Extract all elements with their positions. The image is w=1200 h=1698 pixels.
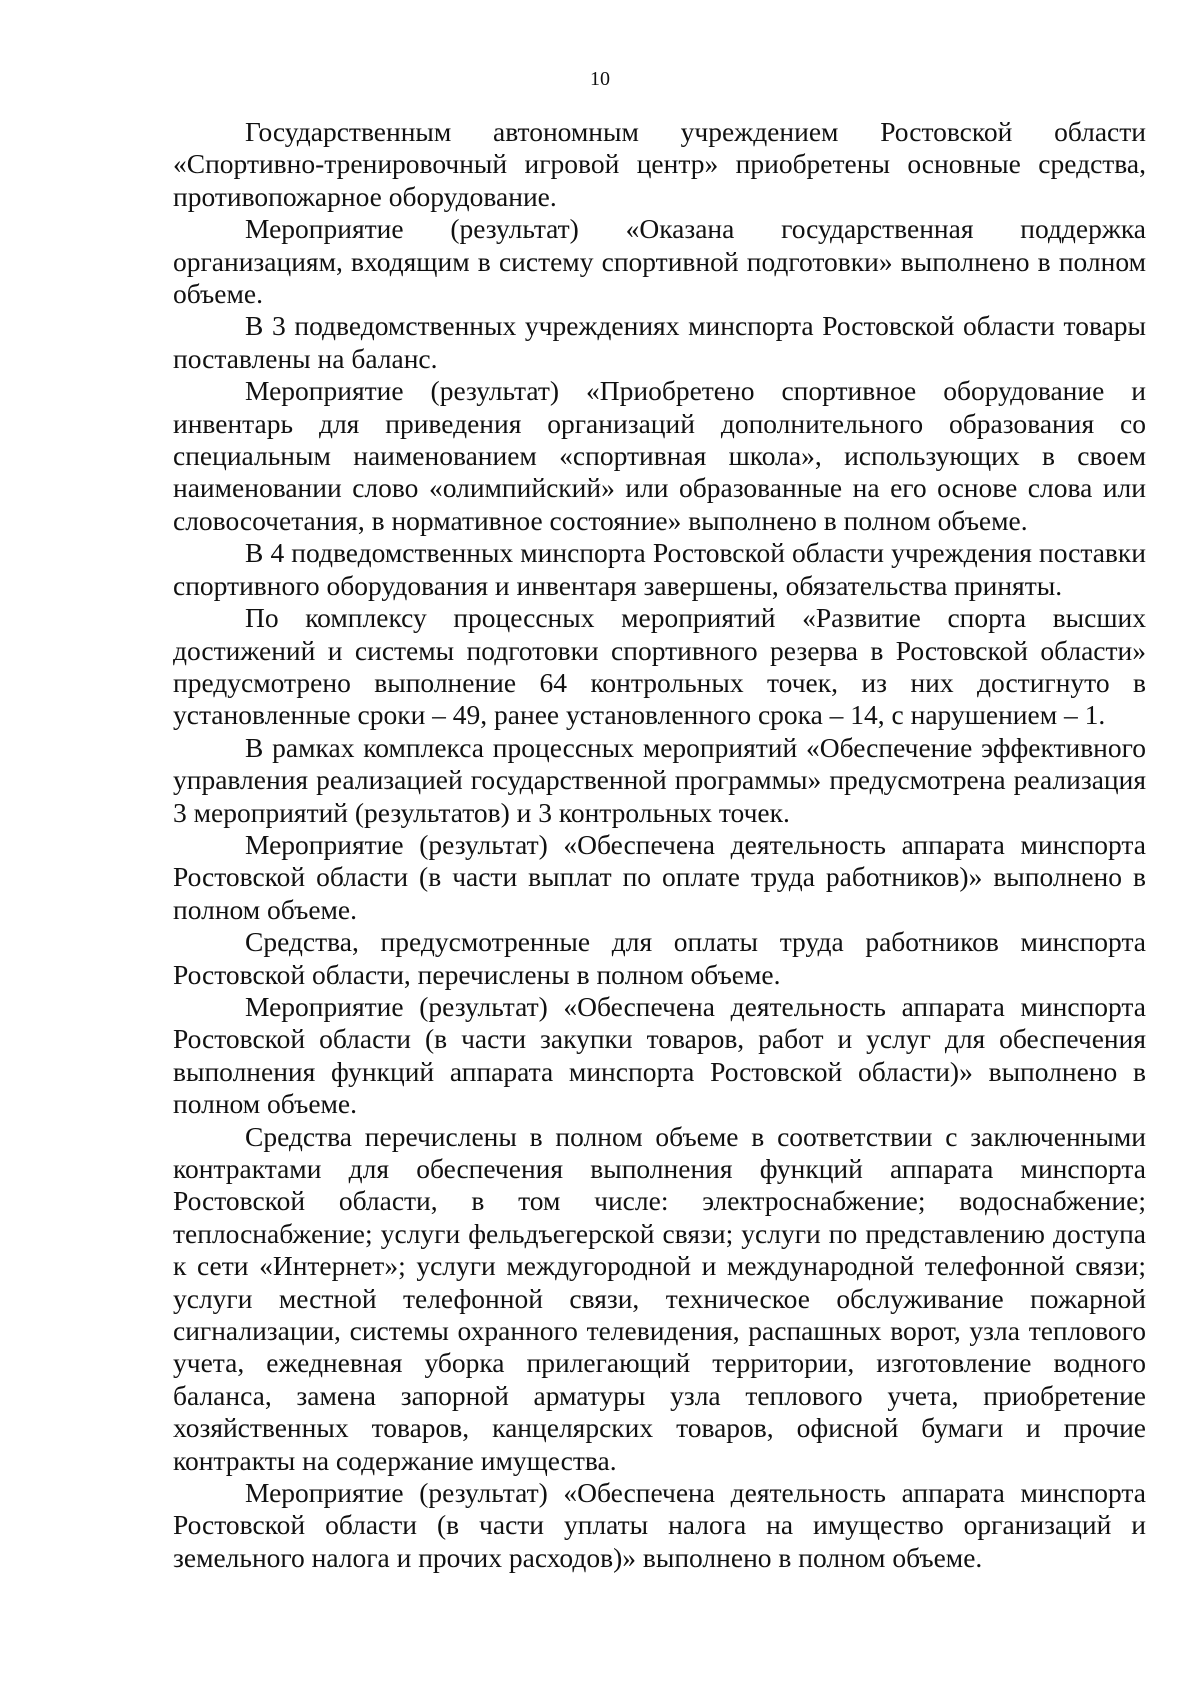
page-number: 10 bbox=[590, 68, 610, 90]
paragraph: Мероприятие (результат) «Обеспечена деятельность аппарата минспорта Ростовской области (в части выплат по оплате труда работников)» выполнено в полном объеме. bbox=[173, 828, 1146, 925]
paragraph: Средства перечислены в полном объеме в соответствии с заключенными контрактами для обеспечения выполнения функций аппарата минспорта Ростовской области, в том числе: электроснабжение; водоснабжение; теплоснабжение; услуги фельдъегерской связи; услуги по представлению доступа к сети «Интернет»; услуги междугородной и международной телефонной связи; услуги местной телефонной связи, техническое обслуживание пожарной сигнализации, системы охранного телевидения, распашных ворот, узла теплового учета, ежедневная уборка прилегающий территории, изготовление водного баланса, замена запорной арматуры узла теплового учета, приобретение хозяйственных товаров, канцелярских товаров, офисной бумаги и прочие контракты на содержание имущества. bbox=[173, 1120, 1146, 1476]
paragraph: Мероприятие (результат) «Обеспечена деятельность аппарата минспорта Ростовской области (в части уплаты налога на имущество организаций и земельного налога и прочих расходов)» выполнено в полном объеме. bbox=[173, 1477, 1146, 1573]
paragraph: В рамках комплекса процессных мероприятий «Обеспечение эффективного управления реализацией государственной программы» предусмотрена реализация 3 мероприятий (результатов) и 3 контрольных точек. bbox=[173, 731, 1146, 828]
paragraph: В 4 подведомственных минспорта Ростовской области учреждения поставки спортивного оборудования и инвентаря завершены, обязательства приняты. bbox=[173, 537, 1146, 601]
paragraph: Мероприятие (результат) «Приобретено спортивное оборудование и инвентарь для приведения организаций дополнительного образования со специальным наименованием «спортивная школа», использующих в своем наименовании слово «олимпийский» или образованные на его основе слова или словосочетания, в нормативное состояние» выполнено в полном объеме. bbox=[173, 375, 1146, 536]
paragraph: Мероприятие (результат) «Обеспечена деятельность аппарата минспорта Ростовской области (в части закупки товаров, работ и услуг для обеспечения выполнения функций аппарата минспорта Ростовской области)» выполнено в полном объеме. bbox=[173, 990, 1146, 1120]
paragraph: Государственным автономным учреждением Ростовской области «Спортивно-тренировочный игровой центр» приобретены основные средства, противопожарное оборудование. bbox=[173, 116, 1146, 212]
paragraph: Мероприятие (результат) «Оказана государственная поддержка организациям, входящим в систему спортивной подготовки» выполнено в полном объеме. bbox=[173, 213, 1146, 310]
paragraph: Средства, предусмотренные для оплаты труда работников минспорта Ростовской области, перечислены в полном объеме. bbox=[173, 926, 1146, 990]
document-body bbox=[173, 116, 1146, 1574]
paragraph: По комплексу процессных мероприятий «Развитие спорта высших достижений и системы подготовки спортивного резерва в Ростовской области» предусмотрено выполнение 64 контрольных точек, из них достигнуто в установленные сроки – 49, ранее установленного срока – 14, с нарушением – 1. bbox=[173, 602, 1146, 731]
paragraph: В 3 подведомственных учреждениях минспорта Ростовской области товары поставлены на баланс. bbox=[173, 310, 1146, 374]
